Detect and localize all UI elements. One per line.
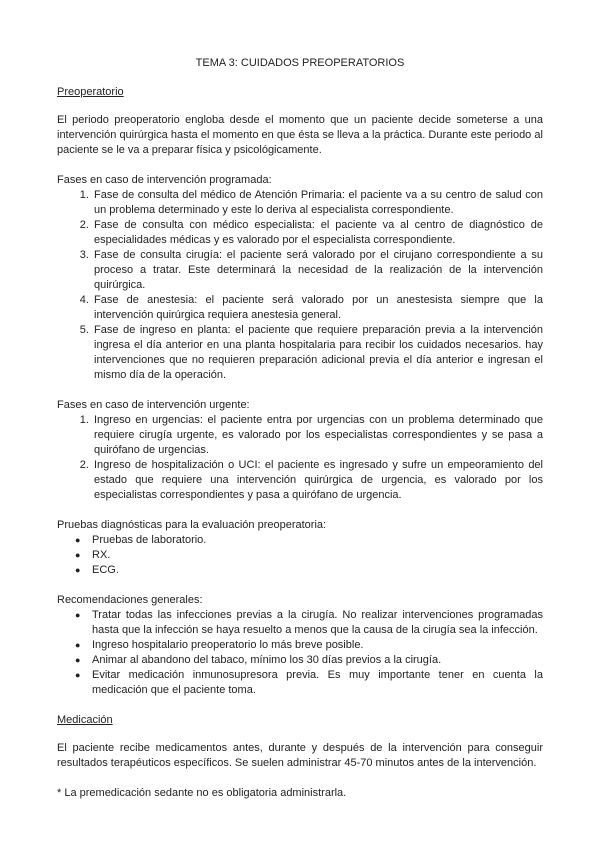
recomendaciones-list — [57, 608, 543, 698]
list-item: 4. Fase de anestesia: el paciente será valorado por un anestesista siempre que la intervención quirúrgica requiera anestesia general. — [92, 293, 543, 323]
recomendaciones-section — [57, 593, 543, 698]
list-item: 2. Fase de consulta con médico especialista: el paciente va al centro de diagnóstico de especialidades médicas y es valorado por el especialista correspondiente. — [92, 218, 543, 248]
pruebas-list — [57, 533, 543, 578]
list-item: 3. Fase de consulta cirugía: el paciente será valorado por el cirujano correspondiente a su proceso a tratar. Este determinará la necesidad de la realización de la intervención quirúrgica. — [92, 248, 543, 293]
page-title: TEMA 3: CUIDADOS PREOPERATORIOS — [195, 57, 405, 69]
medicacion-paragraph: El paciente recibe medicamentos antes, durante y después de la intervención para conseguir resultados terapéuticos específicos. Se suelen administrar 45-70 minutos antes de la intervención. — [57, 742, 543, 769]
list-item: ● Ingreso hospitalario preoperatorio lo más breve posible. — [92, 638, 543, 653]
preoperatorio-paragraph: El periodo preoperatorio engloba desde el momento que un paciente decide someterse a una intervención quirúrgica hasta el momento en que ésta se lleva a la práctica. Durante este periodo al paciente se le va a preparar física y psicológicamente. — [57, 114, 543, 156]
list-item: ● Animar al abandono del tabaco, mínimo los 30 días previos a la cirugía. — [92, 653, 543, 668]
fases-programada-intro: Fases en caso de intervención programada: — [57, 174, 272, 186]
fases-programada-section — [57, 173, 543, 383]
pruebas-intro: Pruebas diagnósticas para la evaluación preoperatoria: — [57, 519, 327, 531]
list-item: 1. Ingreso en urgencias: el paciente entra por urgencias con un problema determinado que requiere cirugía urgente, es valorado por los especialistas correspondientes y se pasa a quirófano de urgencias. — [92, 413, 543, 458]
list-item: 2. Ingreso de hospitalización o UCI: el paciente es ingresado y sufre un empeoramiento del estado que requiere una intervención quirúrgica de urgencia, es valorado por los especialistas correspondientes y pasa a quirófano de urgencia. — [92, 458, 543, 503]
recomendaciones-intro: Recomendaciones generales: — [57, 594, 203, 606]
fases-programada-list — [57, 188, 543, 383]
list-item: 1. Fase de consulta del médico de Atención Primaria: el paciente va a su centro de salud con un problema determinado y este lo deriva al especialista correspondiente. — [92, 188, 543, 218]
medicacion-note: * La premedicación sedante no es obligatoria administrarla. — [57, 787, 347, 799]
list-item: 5. Fase de ingreso en planta: el paciente que requiere preparación previa a la intervención ingresa el día anterior en una planta hospitalaria para recibir los cuidados necesarios. hay intervenciones que no requieren preparación adicional previa el día anterior e ingresan el mismo día de la operación. — [92, 323, 543, 383]
list-item: ● Pruebas de laboratorio. — [92, 533, 543, 548]
section-heading-medicacion: Medicación — [57, 714, 113, 726]
list-item: ● Evitar medicación inmunosupresora previa. Es muy importante tener en cuenta la medicación que el paciente toma. — [92, 668, 543, 698]
fases-urgente-intro: Fases en caso de intervención urgente: — [57, 399, 250, 411]
list-item: ● ECG. — [92, 563, 543, 578]
section-heading-preoperatorio: Preoperatorio — [57, 86, 124, 98]
fases-urgente-section — [57, 398, 543, 503]
list-item: ● Tratar todas las infecciones previas a la cirugía. No realizar intervenciones programadas hasta que la infección se haya resuelto a menos que la causa de la cirugía sea la infección. — [92, 608, 543, 638]
list-item: ● RX. — [92, 548, 543, 563]
pruebas-section — [57, 518, 543, 578]
fases-urgente-list — [57, 413, 543, 503]
